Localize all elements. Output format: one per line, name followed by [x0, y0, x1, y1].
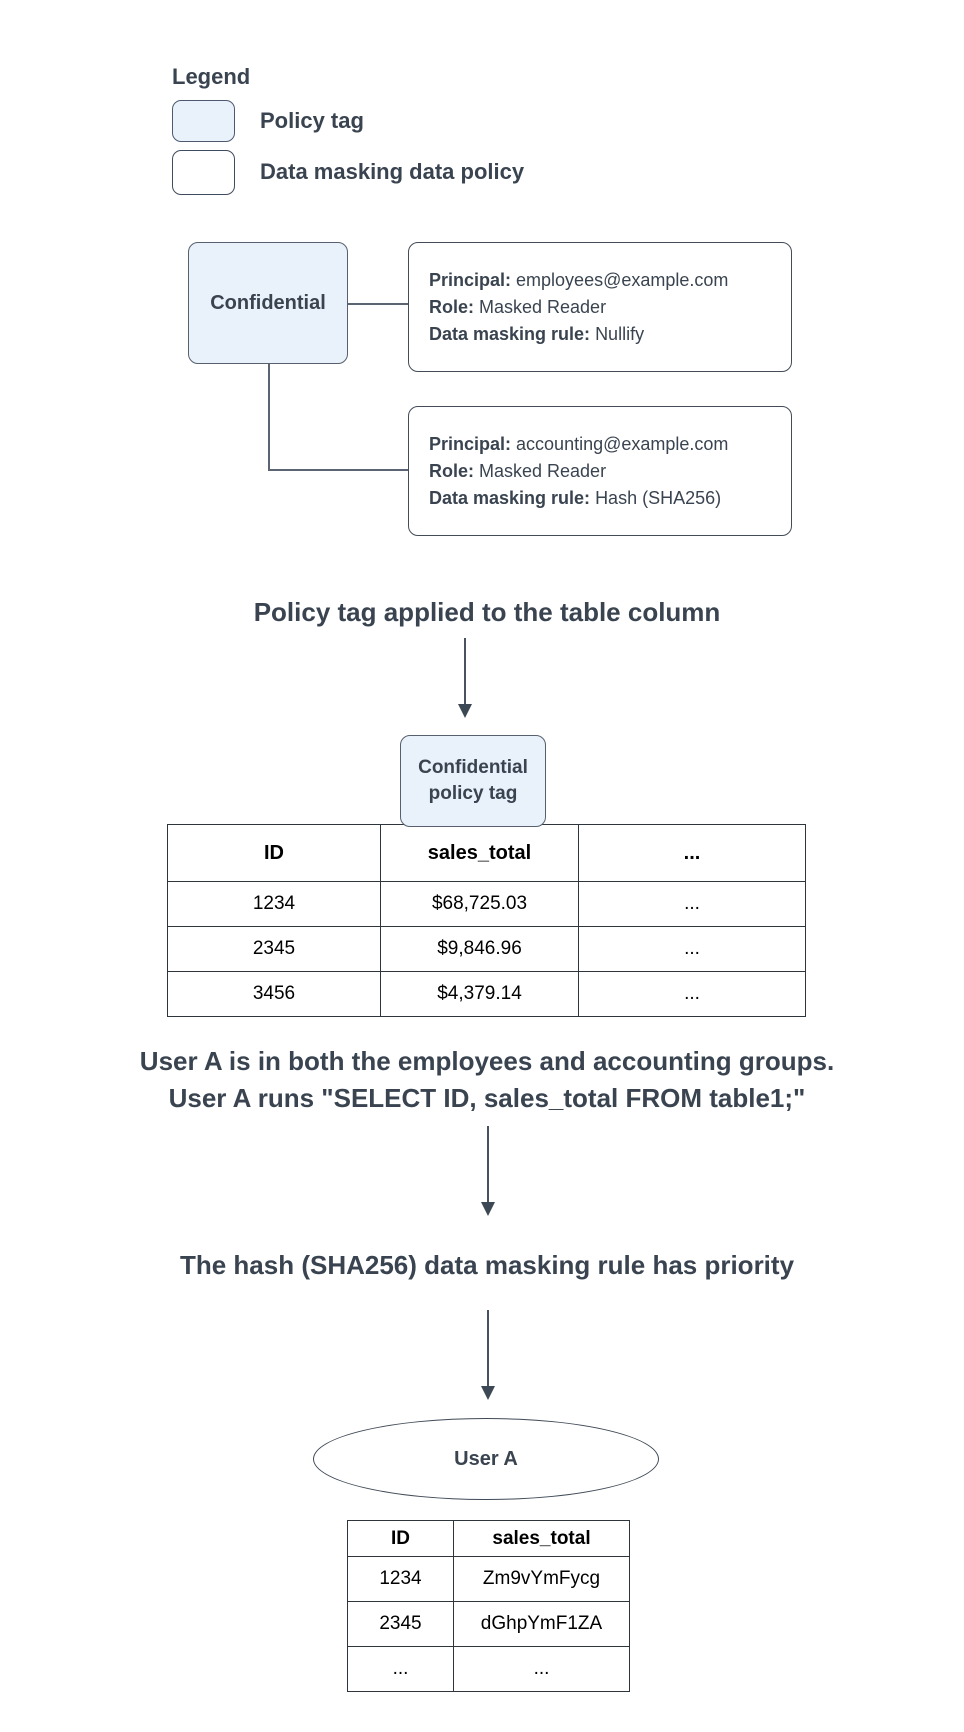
connector-tag-to-policy2 — [268, 469, 408, 471]
cell-sales-total: $9,846.96 — [381, 927, 579, 972]
cell-id: 1234 — [348, 1557, 454, 1602]
badge-line-1: Confidential — [418, 757, 528, 778]
table-row — [348, 1557, 630, 1602]
col-header-sales-total: sales_total — [454, 1521, 630, 1557]
table-row — [168, 882, 806, 927]
role-label: Role: — [429, 460, 474, 481]
rule-label: Data masking rule: — [429, 323, 591, 344]
step3-heading: The hash (SHA256) data masking rule has priority — [179, 1250, 795, 1280]
policy-rule-line — [429, 321, 791, 348]
arrow-3-line — [487, 1310, 489, 1387]
step2-heading — [5, 1043, 964, 1117]
col-header-sales-total: sales_total — [381, 825, 579, 882]
cell-id: 2345 — [168, 927, 381, 972]
legend-item-data-policy: Data masking data policy — [260, 159, 525, 184]
data-policy-card-employees — [408, 242, 792, 372]
col-header-id: ID — [168, 825, 381, 882]
arrow-1-head-icon — [458, 704, 472, 718]
principal-label: Principal: — [429, 269, 512, 290]
table-row — [348, 1647, 630, 1692]
badge-line-2: policy tag — [428, 783, 518, 804]
legend-item-policy-tag: Policy tag — [260, 108, 364, 133]
role-value: Masked Reader — [479, 460, 607, 481]
rule-label: Data masking rule: — [429, 487, 591, 508]
connector-tag-to-policy1 — [348, 303, 408, 305]
col-header-more: ... — [579, 825, 806, 882]
legend-title: Legend — [172, 64, 251, 89]
table-row — [168, 972, 806, 1017]
role-label: Role: — [429, 296, 474, 317]
cell-more: ... — [579, 927, 806, 972]
policy-principal-line — [429, 431, 791, 458]
arrow-2-head-icon — [481, 1202, 495, 1216]
arrow-3-head-icon — [481, 1386, 495, 1400]
data-policy-swatch — [172, 150, 235, 195]
table-header-row — [168, 825, 806, 882]
table-row — [348, 1602, 630, 1647]
rule-value: Hash (SHA256) — [595, 487, 722, 508]
policy-tag-swatch — [172, 100, 235, 142]
cell-more: ... — [579, 972, 806, 1017]
step2-line-1: User A is in both the employees and accounting groups. — [139, 1046, 835, 1076]
connector-tag-down — [268, 364, 270, 470]
step2-line-2: User A runs "SELECT ID, sales_total FROM table1;" — [168, 1083, 806, 1113]
col-header-id: ID — [348, 1521, 454, 1557]
arrow-2-line — [487, 1126, 489, 1203]
table-row — [168, 927, 806, 972]
cell-id: 2345 — [348, 1602, 454, 1647]
cell-sales-total: $4,379.14 — [381, 972, 579, 1017]
cell-hashed-value: dGhpYmF1ZA — [454, 1602, 630, 1647]
cell-id: 3456 — [168, 972, 381, 1017]
policy-tag-node: Confidential — [188, 242, 348, 364]
policy-role-line — [429, 294, 791, 321]
principal-label: Principal: — [429, 433, 512, 454]
cell-sales-total: $68,725.03 — [381, 882, 579, 927]
table-header-row — [348, 1521, 630, 1557]
arrow-1-line — [464, 638, 466, 705]
source-table — [167, 824, 806, 1017]
user-a-node: User A — [313, 1418, 659, 1500]
principal-value: accounting@example.com — [516, 433, 729, 454]
cell-id: 1234 — [168, 882, 381, 927]
role-value: Masked Reader — [479, 296, 607, 317]
cell-hashed-value: Zm9vYmFycg — [454, 1557, 630, 1602]
principal-value: employees@example.com — [516, 269, 729, 290]
data-policy-card-accounting — [408, 406, 792, 536]
step1-heading: Policy tag applied to the table column — [253, 597, 721, 627]
policy-rule-line — [429, 485, 791, 512]
cell-hashed-value: ... — [454, 1647, 630, 1692]
cell-more: ... — [579, 882, 806, 927]
cell-id: ... — [348, 1647, 454, 1692]
policy-role-line — [429, 458, 791, 485]
policy-principal-line — [429, 267, 791, 294]
confidential-policy-tag-badge — [400, 735, 546, 827]
masked-result-table — [347, 1520, 630, 1692]
rule-value: Nullify — [595, 323, 645, 344]
